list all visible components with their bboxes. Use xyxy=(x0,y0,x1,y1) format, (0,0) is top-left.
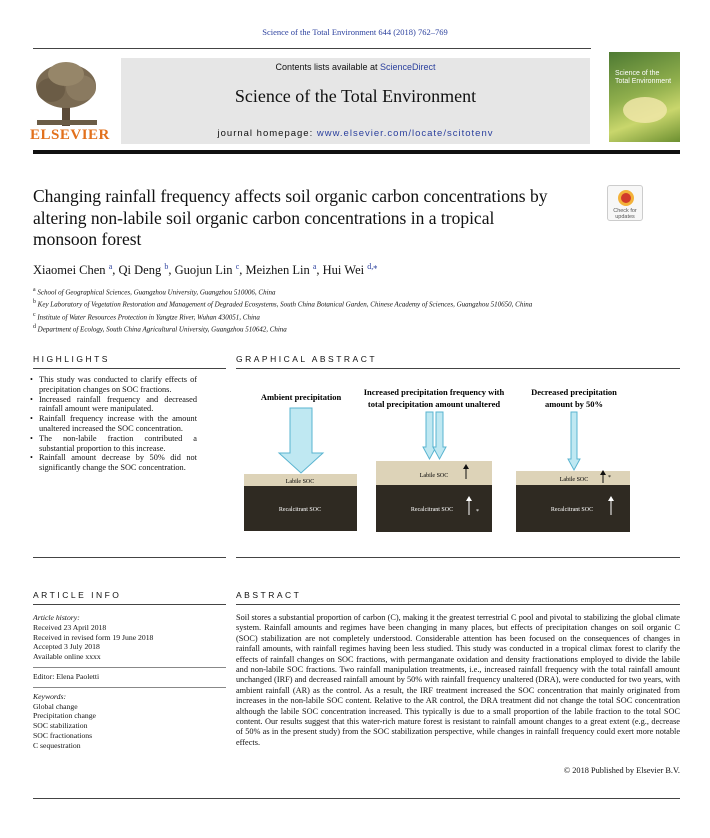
affiliation-sup: d xyxy=(33,323,36,330)
panel2-rain-arrow-left xyxy=(423,412,436,459)
affiliation-item xyxy=(33,297,532,309)
homepage-prefix: journal homepage: xyxy=(217,128,317,139)
author-name[interactable]: Xiaomei Chen xyxy=(33,263,106,278)
online-date: Available online xxxx xyxy=(33,652,101,662)
title-line-3: monsoon forest xyxy=(33,229,142,249)
author-affil-sup[interactable]: b xyxy=(164,262,169,271)
author-affil-sup[interactable]: c xyxy=(235,262,240,271)
journal-reference[interactable]: Science of the Total Environment 644 (2018) 762–769 xyxy=(262,27,448,37)
panel2-recalcitrant-label: Recalcitrant SOC xyxy=(410,507,454,513)
header-top-rule xyxy=(33,48,591,49)
affiliation-text: School of Geographical Sciences, Guangzhou University, Guangzhou 510006, China xyxy=(37,288,276,297)
page-bottom-rule xyxy=(33,798,680,799)
check-updates-icon xyxy=(618,190,634,206)
check-updates-label xyxy=(608,208,642,220)
affiliation-item xyxy=(33,285,532,297)
article-history-label: Article history: xyxy=(33,613,80,622)
keywords-label: Keywords: xyxy=(33,691,67,701)
received-date: Received 23 April 2018 xyxy=(33,622,107,632)
keyword: C sequestration xyxy=(33,740,81,750)
panel1-rain-arrow xyxy=(279,408,323,473)
graphical-abstract-figure[interactable] xyxy=(236,375,680,545)
graphical-abstract-bottom-rule xyxy=(236,557,680,558)
affiliation-item xyxy=(33,310,532,322)
panel2-title-line1: Increased precipitation frequency with xyxy=(363,387,505,397)
cover-title-line2: Total Environment xyxy=(615,78,672,85)
abstract-rule xyxy=(236,604,680,605)
journal-cover-thumbnail[interactable] xyxy=(609,52,680,142)
cover-title xyxy=(615,70,671,86)
abstract-heading: ABSTRACT xyxy=(236,590,302,600)
journal-name: Science of the Total Environment xyxy=(234,86,477,106)
affiliation-sup: b xyxy=(33,299,36,306)
check-updates-line2: updates xyxy=(615,214,635,220)
affiliation-sup: a xyxy=(33,287,36,293)
contents-prefix: Contents lists available at xyxy=(275,62,381,72)
author-name[interactable]: Meizhen Lin xyxy=(245,263,310,278)
affiliations xyxy=(33,285,532,334)
graphical-abstract-heading: GRAPHICAL ABSTRACT xyxy=(236,354,378,364)
copyright-notice: © 2018 Published by Elsevier B.V. xyxy=(563,766,680,775)
homepage-link[interactable]: www.elsevier.com/locate/scitotenv xyxy=(316,128,494,139)
author-name[interactable]: Qi Deng xyxy=(118,263,162,278)
info-divider xyxy=(33,687,226,688)
highlight-item: • Rainfall amount decrease by 50% did not significantly change the SOC concentration. xyxy=(30,453,197,473)
info-divider xyxy=(33,667,226,668)
highlights-rule xyxy=(33,368,226,369)
panel3-labile-label: Labile SOC xyxy=(559,477,589,483)
panel1-recalcitrant-label: Recalcitrant SOC xyxy=(278,507,322,513)
affiliation-text: Key Laboratory of Vegetation Restoration and Management of Degraded Ecosystems, South China Botanical Garden, Chinese Academy of Sciences, Guangzhou 510650, China xyxy=(37,300,533,309)
panel1-labile-label: Labile SOC xyxy=(285,479,315,485)
panel3-title-line1: Decreased precipitation xyxy=(531,387,617,397)
keyword: SOC stabilization xyxy=(33,721,88,731)
cover-title-line1: Science of the xyxy=(615,70,660,77)
affiliation-text: Department of Ecology, South China Agricultural University, Guangzhou 510642, China xyxy=(37,325,287,334)
check-updates-line1: Check for xyxy=(613,208,637,214)
cover-image-disc xyxy=(623,97,667,123)
sciencedirect-link[interactable]: ScienceDirect xyxy=(380,62,436,72)
revised-date: Received in revised form 19 June 2018 xyxy=(33,632,154,642)
keyword: Precipitation change xyxy=(33,711,96,721)
author-name[interactable]: Hui Wei xyxy=(322,263,365,278)
highlights-list xyxy=(30,375,197,473)
highlights-heading: HIGHLIGHTS xyxy=(33,354,110,364)
keyword: Global change xyxy=(33,701,78,711)
article-info-rule xyxy=(33,604,226,605)
panel1-title: Ambient precipitation xyxy=(260,392,342,402)
author-affil-sup[interactable]: a xyxy=(312,262,317,271)
author-name[interactable]: Guojun Lin xyxy=(174,263,233,278)
highlights-bottom-rule xyxy=(33,557,226,558)
panel3-asterisk: * xyxy=(608,475,611,481)
article-info-heading: ARTICLE INFO xyxy=(33,590,122,600)
highlight-item: • The non-labile fraction contributed a substantial proportion to this increase. xyxy=(30,434,197,454)
affiliation-sup: c xyxy=(33,311,36,318)
editor: Editor: Elena Paoletti xyxy=(33,671,100,681)
journal-banner xyxy=(121,58,590,144)
accepted-date: Accepted 3 July 2018 xyxy=(33,642,100,652)
article-title xyxy=(33,186,593,251)
homepage-line xyxy=(121,128,590,139)
author-affil-sup[interactable]: a xyxy=(108,262,113,271)
abstract-text: Soil stores a substantial proportion of carbon (C), making it the greatest terrestrial C pool and pivotal to stabilizing the global climate system. Rainfall amounts and regimes have been changing in many places, but effects of precipitation changes on soil organic C (SOC) stabilization are not completely understood. Considerable attention has been focused on the consequences of changes in rainfall amounts, with rainfall regimes having been less studied. This study was conducted in a tropical climax forest to clarify the effects of rainfall changes on SOC fractions, with permanganate oxidation and density fractionations employed to divide the labile and non-labile SOC fractions. Two rainfall manipulation treatments, i.e., increased rainfall frequency with the total rainfall amount unchanged (IRF) and decreased rainfall amount by 50% with rainfall frequency unaltered (DRA), were conducted for two years, with ambient rainfall (AR) as the control. As a result, the IRF treatment increased the SOC concentration that mainly originated from increases in the non-labile SOC content. Relative to the AR control, the DRA treatment did not change the total SOC concentration although the labile SOC concentration increased. This typically is due to a small proportion of the labile fraction to the total SOC content. Our results suggest that this water-rich mature forest is resistant to rainfall amount changes to a great extent (e.g., decrease of 50% as in the present study) from the SOC stabilization perspective, while changes in rainfall frequency could exert more notable effects. xyxy=(236,613,680,747)
graphical-abstract-rule xyxy=(236,368,680,369)
panel2-rain-arrow-right xyxy=(433,412,446,459)
author-affil-sup[interactable]: d,⁎ xyxy=(367,262,378,271)
article-info-box xyxy=(33,613,226,751)
panel3-title-line2: amount by 50% xyxy=(544,399,604,409)
header-thick-rule xyxy=(33,150,680,154)
panel3-rain-arrow xyxy=(568,412,580,470)
panel2-asterisk: * xyxy=(476,509,479,515)
title-line-2: altering non-labile soil organic carbon concentrations in a tropical xyxy=(33,207,495,228)
keyword: SOC fractionations xyxy=(33,730,93,740)
elsevier-wordmark: ELSEVIER xyxy=(30,127,110,143)
check-for-updates-button[interactable] xyxy=(607,185,643,221)
panel3-recalcitrant-label: Recalcitrant SOC xyxy=(550,507,594,513)
highlight-item: • Increased rainfall frequency and decreased rainfall amount were manipulated. xyxy=(30,395,197,415)
affiliation-text: Institute of Water Resources Protection in Yangtze River, Wuhan 430051, China xyxy=(37,312,260,321)
affiliation-item xyxy=(33,322,532,334)
panel2-title-line2: total precipitation amount unaltered xyxy=(367,399,501,409)
highlight-item: • Rainfall frequency increase with the amount unaltered increased the SOC concentration. xyxy=(30,414,197,434)
highlight-item: • This study was conducted to clarify effects of precipitation changes on SOC fractions. xyxy=(30,375,197,395)
author-list: Xiaomei Chen $^a$, Qi Deng $^b$, Guojun Lin $^c$, Meizhen Lin $^a$, Hui Wei $^{d,⁎}$ xyxy=(33,262,378,278)
panel2-labile-label: Labile SOC xyxy=(419,473,449,479)
contents-line xyxy=(121,62,590,72)
title-line-1: Changing rainfall frequency affects soil organic carbon concentrations by xyxy=(33,186,548,206)
